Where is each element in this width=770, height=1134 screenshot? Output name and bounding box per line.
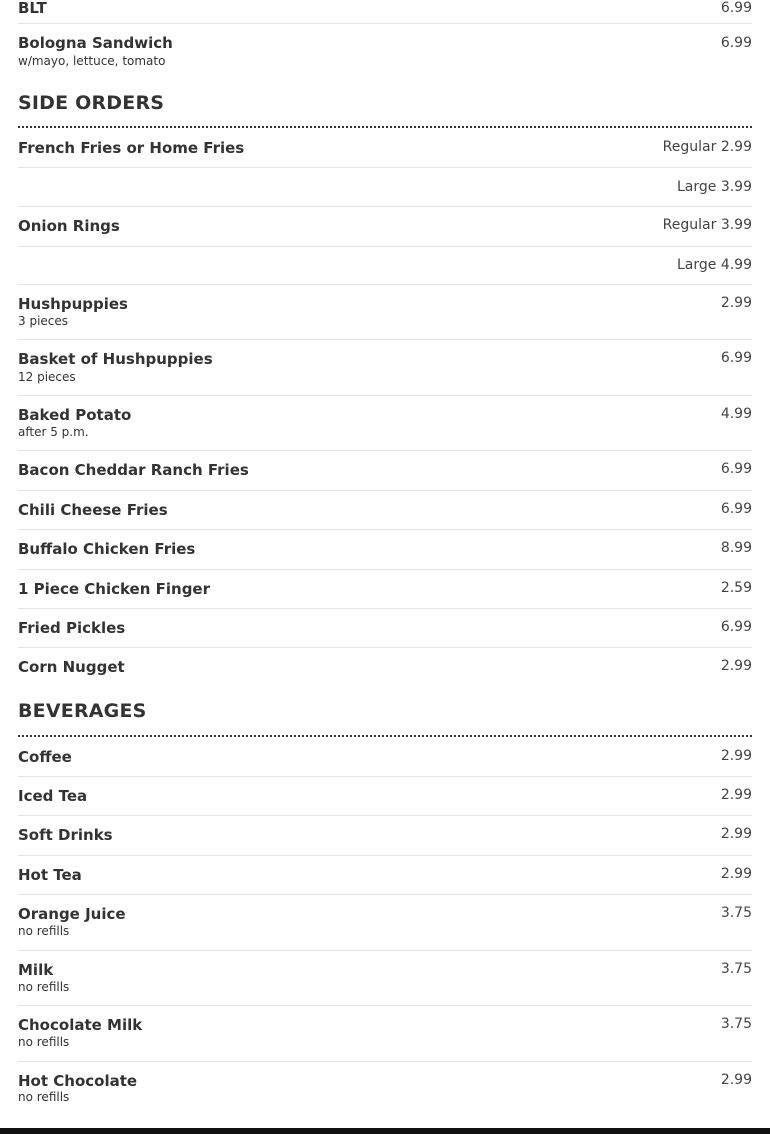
item-name: Bologna Sandwich <box>18 34 173 52</box>
item-price: 3.75 <box>720 961 752 977</box>
item-price: 2.99 <box>720 658 752 674</box>
item-description: w/mayo, lettuce, tomato <box>18 54 166 68</box>
item-price: 3.75 <box>720 905 752 921</box>
menu-item-orange-juice <box>18 895 752 951</box>
menu-item-chicken-finger <box>18 570 752 609</box>
menu-item-french-fries <box>18 129 752 168</box>
item-name: Orange Juice <box>18 905 126 923</box>
item-name: Fried Pickles <box>18 619 126 637</box>
item-price: Regular 2.99 <box>662 139 752 155</box>
item-name: Chocolate Milk <box>18 1016 143 1034</box>
item-price: 2.99 <box>720 748 752 764</box>
item-name: Chili Cheese Fries <box>18 501 168 519</box>
item-price: 6.99 <box>720 35 752 51</box>
item-name: Milk <box>18 961 54 979</box>
menu-item-soft-drinks <box>18 816 752 856</box>
item-price: 6.99 <box>720 350 752 366</box>
item-price: 3.75 <box>720 1016 752 1032</box>
item-price: 6.99 <box>720 619 752 635</box>
menu-item-hot-tea <box>18 856 752 895</box>
section-title-beverages: BEVERAGES <box>18 700 147 722</box>
menu-item-buffalo-chicken-fries <box>18 530 752 570</box>
menu-item-blt <box>18 0 752 24</box>
item-price: 2.59 <box>720 580 752 596</box>
item-price: 4.99 <box>720 406 752 422</box>
item-name: Corn Nugget <box>18 658 125 676</box>
item-name: Iced Tea <box>18 787 88 805</box>
item-price: 2.99 <box>720 787 752 803</box>
menu-item-onion-rings <box>18 207 752 247</box>
footer-bar <box>0 1128 770 1134</box>
item-price: 2.99 <box>720 295 752 311</box>
item-price: 2.99 <box>720 866 752 882</box>
item-price: 8.99 <box>720 540 752 556</box>
item-name: BLT <box>18 0 47 17</box>
item-price: 6.99 <box>720 0 752 16</box>
item-name: Hot Tea <box>18 866 82 884</box>
menu-item-chocolate-milk <box>18 1006 752 1062</box>
menu-item-chili-cheese-fries <box>18 491 752 530</box>
menu-item-hushpuppies <box>18 285 752 340</box>
item-name: Buffalo Chicken Fries <box>18 540 196 558</box>
item-price: Regular 3.99 <box>662 217 752 233</box>
section-divider <box>18 735 752 737</box>
section-title-side-orders: SIDE ORDERS <box>18 92 165 114</box>
item-name: Coffee <box>18 748 72 766</box>
menu-item-baked-potato <box>18 396 752 451</box>
item-price: 2.99 <box>720 1072 752 1088</box>
item-name: Bacon Cheddar Ranch Fries <box>18 461 249 479</box>
item-name: Hot Chocolate <box>18 1072 138 1090</box>
item-name: 1 Piece Chicken Finger <box>18 580 210 598</box>
item-name: French Fries or Home Fries <box>18 139 245 157</box>
menu-item-onion-rings-large <box>18 247 752 285</box>
menu-item-hot-chocolate <box>18 1062 752 1118</box>
menu-item-corn-nugget <box>18 648 752 688</box>
item-description: 3 pieces <box>18 314 69 328</box>
menu-item-bacon-cheddar-ranch-fries <box>18 451 752 491</box>
menu-item-basket-of-hushpuppies <box>18 340 752 396</box>
item-name: Hushpuppies <box>18 295 128 313</box>
item-description: no refills <box>18 1035 70 1049</box>
item-description: no refills <box>18 980 70 994</box>
menu-item-milk <box>18 951 752 1006</box>
item-name: Basket of Hushpuppies <box>18 350 213 368</box>
menu-item-french-fries-large <box>18 168 752 207</box>
section-divider <box>18 126 752 128</box>
item-price: 6.99 <box>720 501 752 517</box>
item-description: after 5 p.m. <box>18 425 89 439</box>
item-price: 2.99 <box>720 826 752 842</box>
menu-item-coffee <box>18 738 752 777</box>
menu-item-iced-tea <box>18 777 752 816</box>
item-name: Soft Drinks <box>18 826 113 844</box>
item-description: no refills <box>18 1090 70 1104</box>
item-price: Large 4.99 <box>676 257 752 273</box>
item-price: Large 3.99 <box>676 179 752 195</box>
item-name: Baked Potato <box>18 406 132 424</box>
menu-item-bologna-sandwich <box>18 24 752 80</box>
menu-item-fried-pickles <box>18 609 752 648</box>
item-name: Onion Rings <box>18 217 120 235</box>
item-description: 12 pieces <box>18 370 76 384</box>
item-price: 6.99 <box>720 461 752 477</box>
item-description: no refills <box>18 924 70 938</box>
